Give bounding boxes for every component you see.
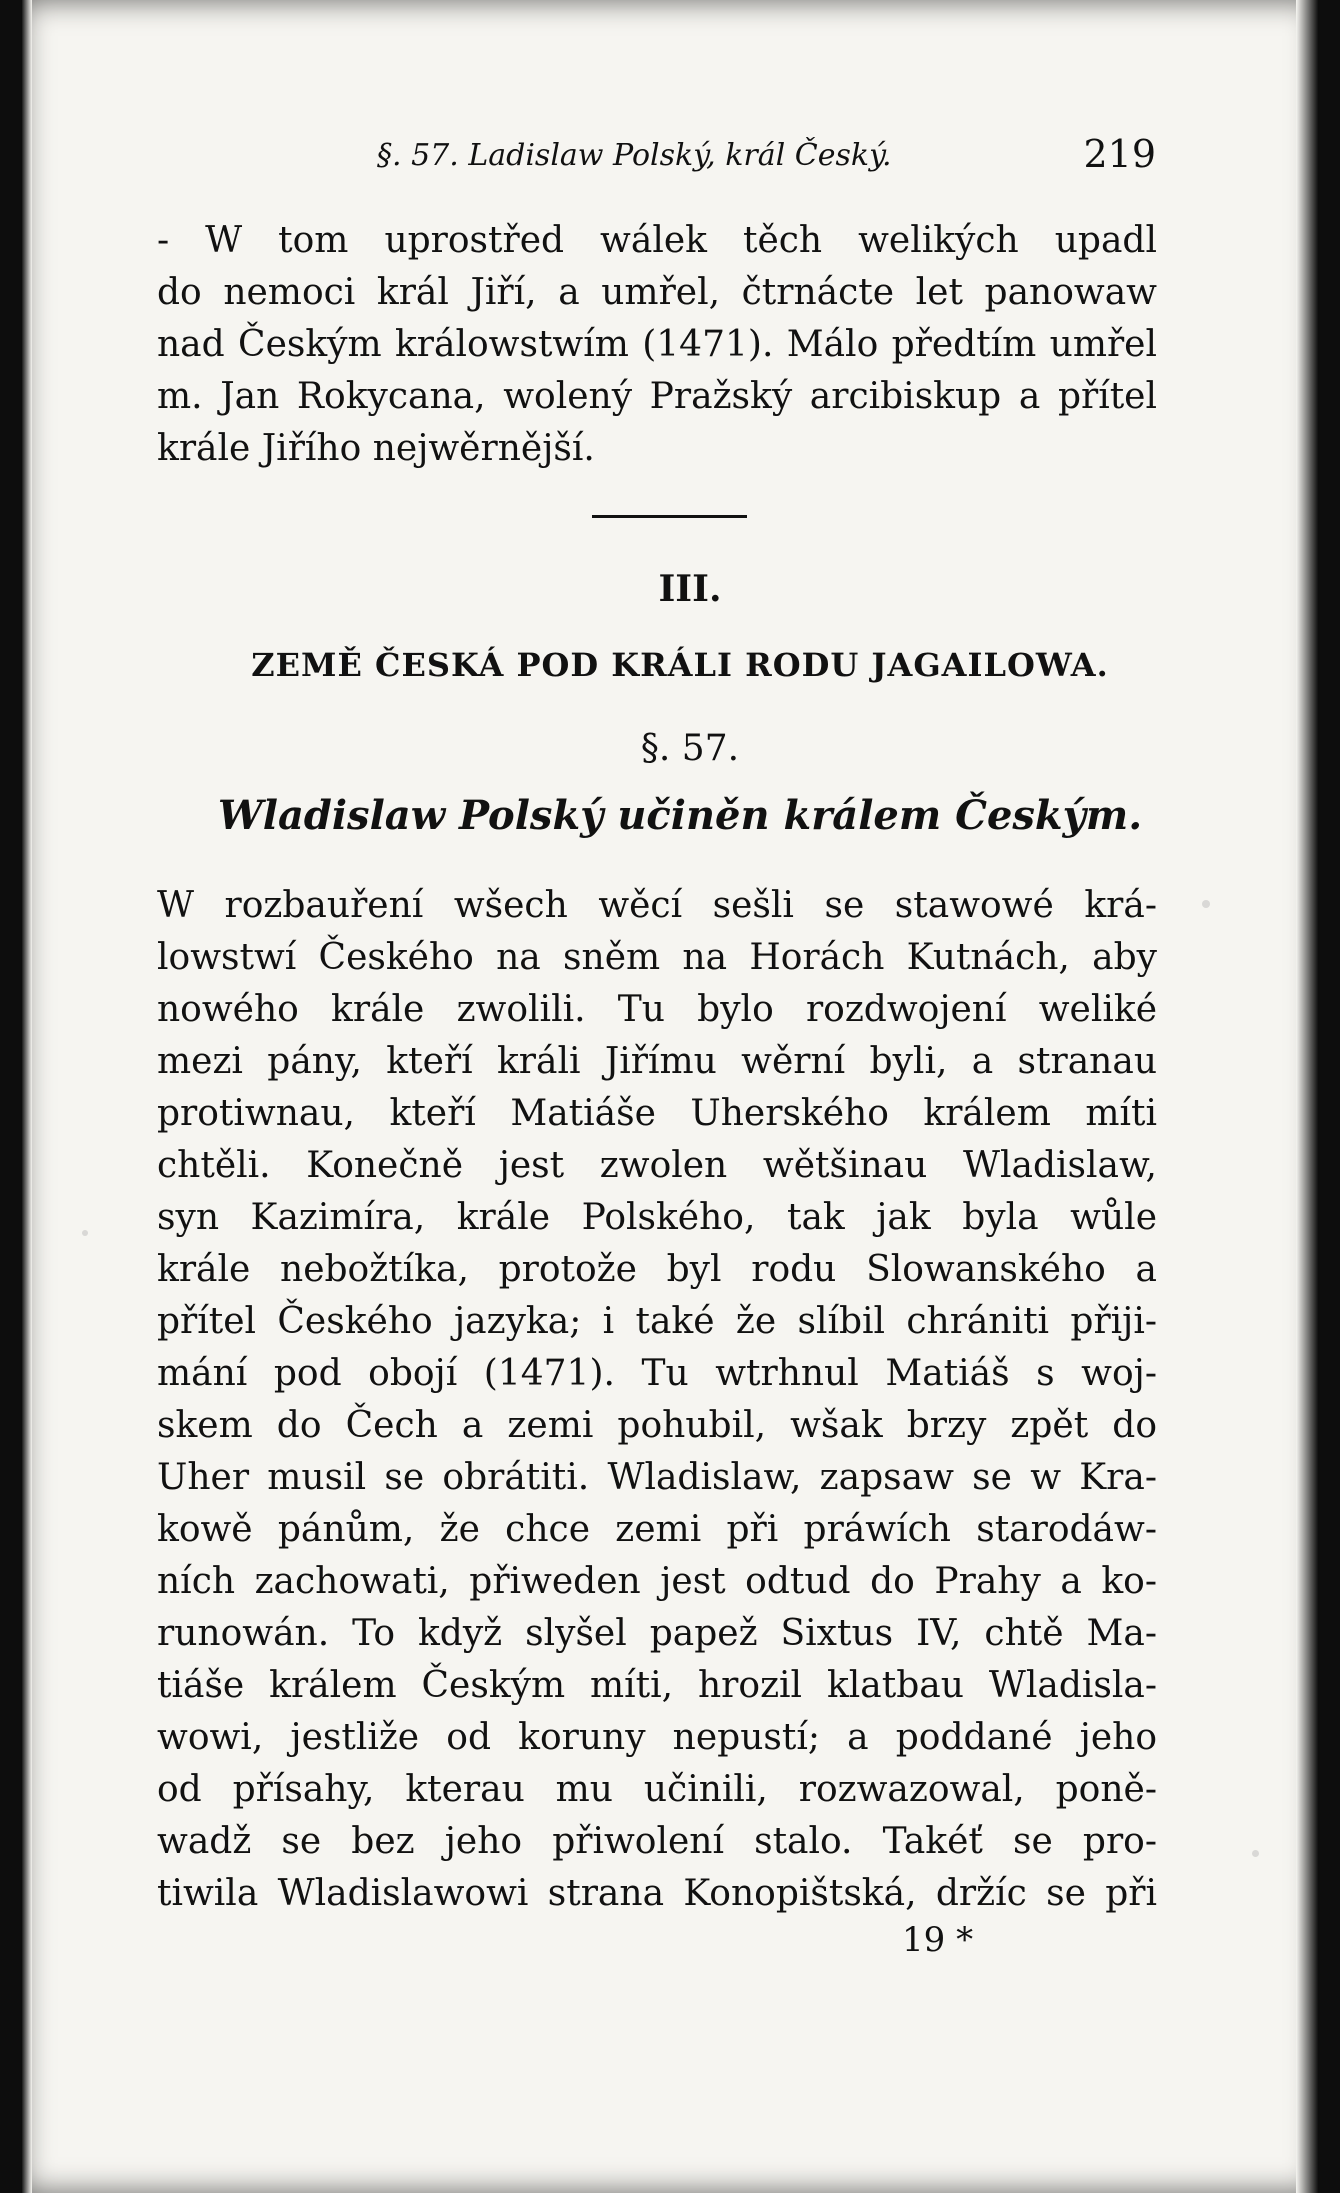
section-title: Wladislaw Polský učiněn králem Českým. [217, 792, 1143, 839]
text-line: tiáše králem Českým míti, hrozil klatbau Wladisla- [157, 1665, 1157, 1706]
text-line: runowán. To když slyšel papež Sixtus IV, chtě Ma- [157, 1613, 1157, 1654]
text-line: do nemoci král Jiří, a umřel, čtrnácte let panowaw [157, 272, 1157, 313]
text-line: wadž se bez jeho přiwolení stalo. Takéť se pro- [157, 1821, 1157, 1862]
page-edge-left [22, 0, 32, 2193]
text-line: ních zachowati, přiweden jest odtud do Prahy a ko- [157, 1561, 1157, 1602]
section-number: §. 57. [640, 728, 740, 769]
text-line: nowého krále zwolili. Tu bylo rozdwojení weliké [157, 989, 1157, 1030]
text-line: krále Jiřího nejwěrnější. [157, 428, 595, 469]
text-line: syn Kazimíra, krále Polského, tak jak byla wůle [157, 1197, 1157, 1238]
text-line: - W tom uprostřed wálek těch welikých upadl [157, 220, 1157, 261]
paragraph-intro [157, 215, 1157, 475]
page-edge-right [1296, 0, 1318, 2193]
section-divider [592, 515, 747, 518]
paper-speck [82, 1230, 88, 1236]
text-line: tiwila Wladislawowi strana Konopištská, držíc se při [157, 1873, 1157, 1914]
text-line: chtěli. Konečně jest zwolen wětšinau Wladislaw, [157, 1145, 1157, 1186]
text-line: mezi pány, kteří králi Jiřímu wěrní byli, a stranau [157, 1041, 1157, 1082]
text-line: přítel Českého jazyka; i také že slíbil chrániti přiji- [157, 1301, 1157, 1342]
running-header [377, 132, 1156, 182]
page-number: 219 [1083, 132, 1156, 176]
text-line: lowstwí Českého na sněm na Horách Kutnách, aby [157, 937, 1157, 978]
book-page [22, 0, 1318, 2193]
running-header-title: §. 57. Ladislaw Polský, král Český. [377, 138, 892, 173]
paper-speck [1252, 1850, 1259, 1857]
text-line: mání pod obojí (1471). Tu wtrhnul Matiáš s woj- [157, 1353, 1157, 1394]
chapter-heading: ZEMĚ ČESKÁ POD KRÁLI RODU JAGAILOWA. [251, 646, 1109, 684]
text-line: W rozbauření wšech wěcí sešli se stawowé krá- [157, 885, 1157, 926]
part-heading: III. [658, 568, 722, 610]
text-line: m. Jan Rokycana, wolený Pražský arcibiskup a přítel [157, 376, 1157, 417]
text-line: protiwnau, kteří Matiáše Uherského králem míti [157, 1093, 1157, 1134]
text-line: wowi, jestliže od koruny nepustí; a poddané jeho [157, 1717, 1157, 1758]
signature-mark: 19 * [902, 1920, 974, 1960]
text-line: od přísahy, kterau mu učinili, rozwazowal, poně- [157, 1769, 1157, 1810]
paragraph-main [157, 880, 1157, 1920]
text-line: Uher musil se obrátiti. Wladislaw, zapsaw se w Kra- [157, 1457, 1157, 1498]
text-line: nad Českým králowstwím (1471). Málo předtím umřel [157, 324, 1157, 365]
text-line: skem do Čech a zemi pohubil, wšak brzy zpět do [157, 1405, 1157, 1446]
text-line: kowě pánům, že chce zemi při práwích starodáw- [157, 1509, 1157, 1550]
text-line: krále nebožtíka, protože byl rodu Slowanského a [157, 1249, 1157, 1290]
paper-speck [1202, 900, 1210, 908]
